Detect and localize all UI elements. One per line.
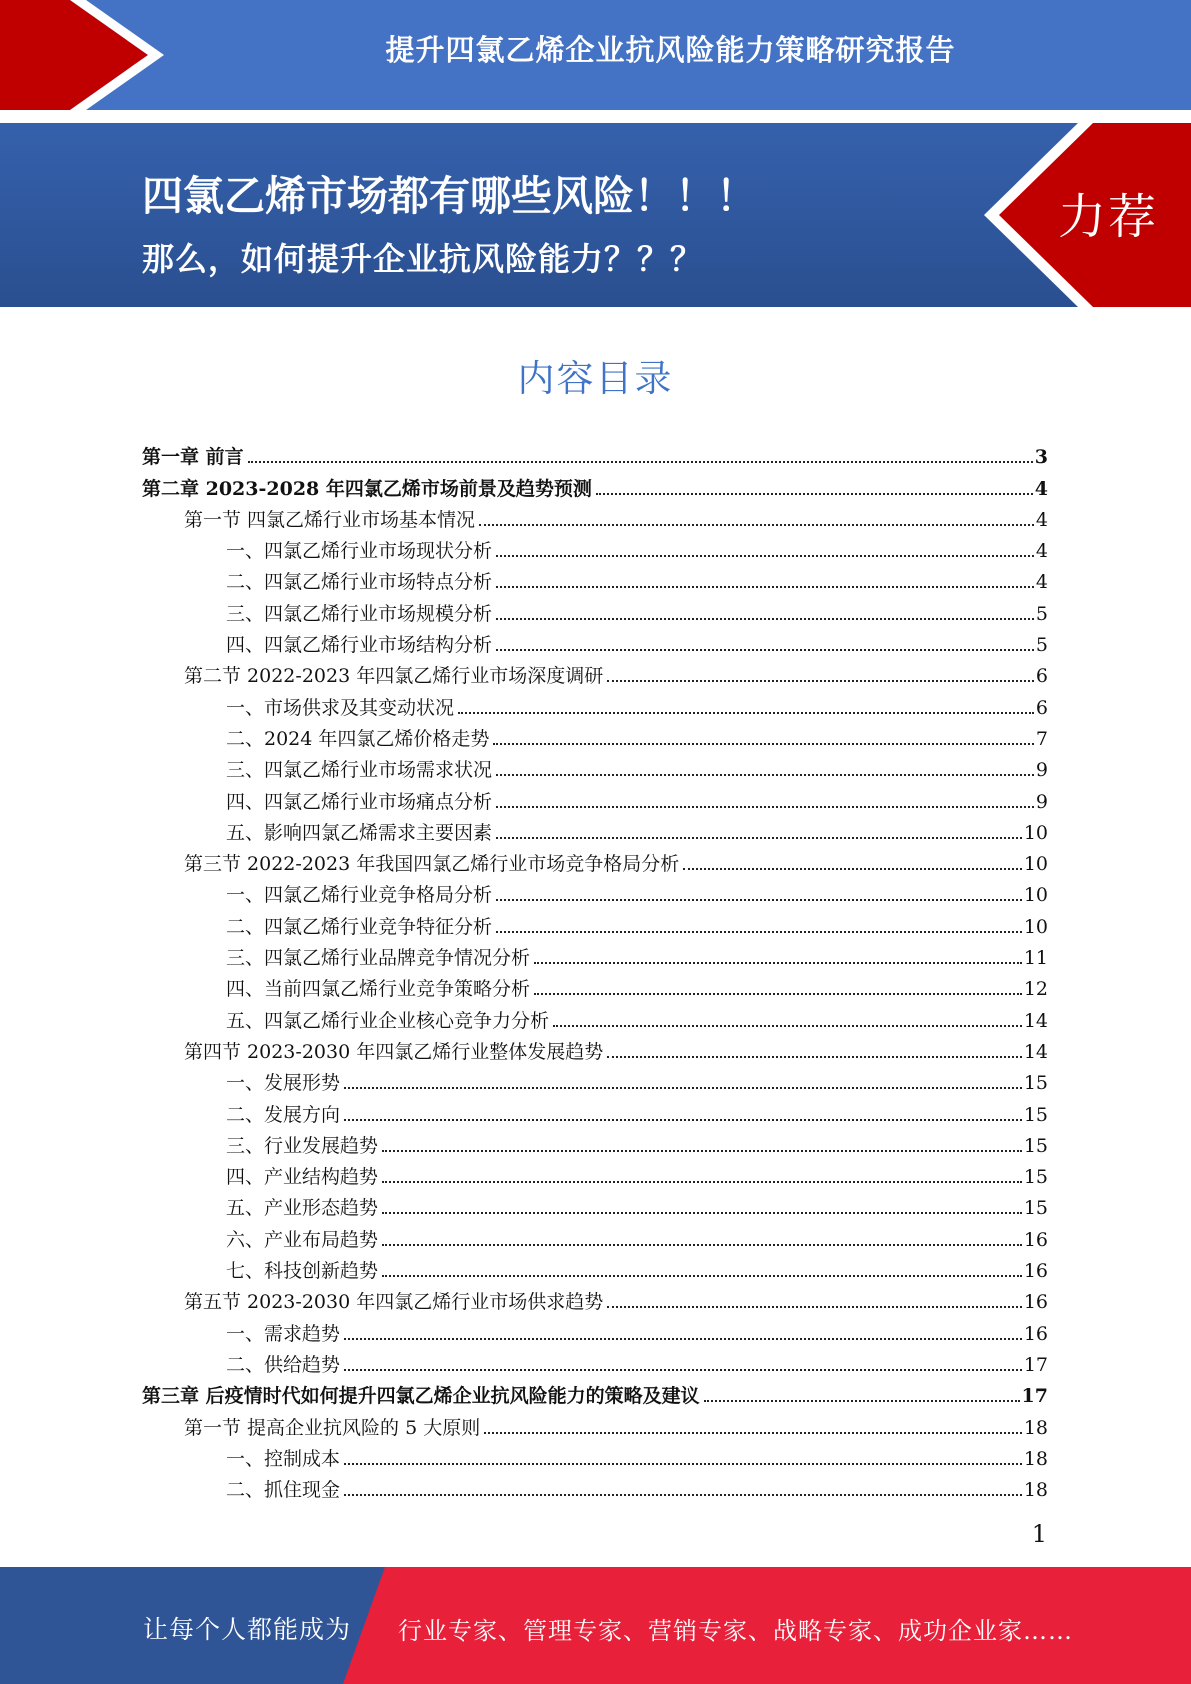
toc-entry-label: 第三章 后疫情时代如何提升四氯乙烯企业抗风险能力的策略及建议: [142, 1385, 700, 1408]
toc-dot-leader: [496, 618, 1034, 620]
toc-entry-page: 15: [1023, 1134, 1048, 1157]
toc-entry-page: 17: [1021, 1385, 1048, 1408]
toc-entry-label: 三、行业发展趋势: [226, 1134, 379, 1157]
recommend-badge: 力荐: [1058, 189, 1159, 245]
toc-title: 内容目录: [517, 357, 674, 400]
toc-dot-leader: [344, 1087, 1022, 1089]
toc-entry[interactable]: [142, 939, 1048, 970]
toc-entry[interactable]: [142, 1220, 1048, 1251]
toc-entry-label: 第五节 2023-2030 年四氯乙烯行业市场供求趋势: [184, 1291, 604, 1314]
toc-entry-label: 三、四氯乙烯行业品牌竞争情况分析: [226, 947, 531, 970]
toc-entry[interactable]: [142, 594, 1048, 625]
toc-entry[interactable]: [142, 876, 1048, 907]
toc-entry[interactable]: [142, 1189, 1048, 1220]
toc-dot-leader: [496, 774, 1034, 776]
toc-entry[interactable]: [142, 563, 1048, 594]
toc-entry[interactable]: [142, 688, 1048, 719]
toc-entry-label: 四、四氯乙烯行业市场结构分析: [226, 634, 493, 657]
toc-dot-leader: [607, 680, 1034, 682]
toc-entry-label: 七、科技创新趋势: [226, 1260, 379, 1283]
toc-dot-leader: [683, 868, 1022, 870]
toc-dot-leader: [496, 931, 1022, 933]
toc-entry-page: 9: [1035, 759, 1048, 782]
toc-entry[interactable]: [142, 970, 1048, 1001]
toc-dot-leader: [382, 1181, 1022, 1183]
toc-entry-page: 10: [1023, 915, 1048, 938]
toc-entry-label: 第三节 2022-2023 年我国四氯乙烯行业市场竞争格局分析: [184, 853, 680, 876]
toc-dot-leader: [553, 1025, 1022, 1027]
toc-entry-page: 5: [1035, 602, 1048, 625]
toc-entry-page: 12: [1023, 978, 1048, 1001]
toc-entry[interactable]: [142, 469, 1048, 500]
toc-entry-page: 4: [1035, 508, 1048, 531]
toc-entry-label: 三、四氯乙烯行业市场规模分析: [226, 602, 493, 625]
table-of-contents: [142, 438, 1048, 1502]
toc-entry[interactable]: [142, 1377, 1048, 1408]
toc-entry-label: 五、四氯乙烯行业企业核心竞争力分析: [226, 1009, 550, 1032]
toc-entry-page: 7: [1035, 727, 1048, 750]
toc-entry[interactable]: [142, 720, 1048, 751]
toc-dot-leader: [607, 1056, 1022, 1058]
toc-entry[interactable]: [142, 657, 1048, 688]
toc-dot-leader: [479, 524, 1034, 526]
toc-entry[interactable]: [142, 1471, 1048, 1502]
toc-entry-label: 一、四氯乙烯行业市场现状分析: [226, 540, 493, 563]
toc-entry-page: 16: [1023, 1260, 1048, 1283]
toc-dot-leader: [248, 461, 1033, 463]
toc-entry-label: 一、四氯乙烯行业竞争格局分析: [226, 884, 493, 907]
headline: 四氯乙烯市场都有哪些风险！！！: [142, 172, 757, 220]
toc-entry[interactable]: [142, 532, 1048, 563]
toc-entry-label: 一、控制成本: [226, 1447, 341, 1470]
toc-entry-label: 第一节 四氯乙烯行业市场基本情况: [184, 508, 476, 531]
toc-entry-label: 五、产业形态趋势: [226, 1197, 379, 1220]
toc-entry-page: 14: [1023, 1040, 1048, 1063]
toc-entry-page: 6: [1035, 665, 1048, 688]
toc-entry[interactable]: [142, 1314, 1048, 1345]
toc-entry[interactable]: [142, 1440, 1048, 1471]
toc-entry-page: 15: [1023, 1166, 1048, 1189]
toc-dot-leader: [496, 555, 1034, 557]
toc-entry-page: 9: [1035, 790, 1048, 813]
toc-entry-label: 一、需求趋势: [226, 1322, 341, 1345]
toc-entry[interactable]: [142, 1095, 1048, 1126]
toc-entry-page: 18: [1023, 1479, 1048, 1502]
footer-slogan-right: 行业专家、管理专家、营销专家、战略专家、成功企业家……: [398, 1617, 1073, 1645]
toc-entry-label: 四、产业结构趋势: [226, 1166, 379, 1189]
toc-entry-label: 第二章 2023-2028 年四氯乙烯市场前景及趋势预测: [142, 477, 592, 500]
toc-entry-label: 一、市场供求及其变动状况: [226, 696, 455, 719]
subheadline: 那么，如何提升企业抗风险能力？？？: [142, 240, 704, 278]
toc-entry-page: 15: [1023, 1197, 1048, 1220]
toc-entry-label: 二、抓住现金: [226, 1479, 341, 1502]
toc-dot-leader: [344, 1119, 1022, 1121]
toc-entry-page: 16: [1023, 1291, 1048, 1314]
toc-entry-page: 5: [1035, 634, 1048, 657]
toc-entry[interactable]: [142, 782, 1048, 813]
toc-dot-leader: [344, 1338, 1022, 1340]
toc-dot-leader: [496, 837, 1022, 839]
toc-entry[interactable]: [142, 1158, 1048, 1189]
toc-entry[interactable]: [142, 1127, 1048, 1158]
toc-entry[interactable]: [142, 626, 1048, 657]
toc-dot-leader: [382, 1212, 1022, 1214]
toc-dot-leader: [458, 712, 1034, 714]
toc-entry-label: 第一章 前言: [142, 446, 244, 469]
toc-entry-label: 六、产业布局趋势: [226, 1228, 379, 1251]
page-number: 1: [1031, 1520, 1047, 1548]
toc-dot-leader: [484, 1432, 1022, 1434]
toc-entry-label: 二、四氯乙烯行业竞争特征分析: [226, 915, 493, 938]
toc-dot-leader: [534, 962, 1022, 964]
toc-entry[interactable]: [142, 845, 1048, 876]
toc-entry-page: 18: [1023, 1416, 1048, 1439]
toc-entry[interactable]: [142, 1064, 1048, 1095]
toc-dot-leader: [496, 586, 1034, 588]
toc-entry-label: 五、影响四氯乙烯需求主要因素: [226, 821, 493, 844]
toc-entry[interactable]: [142, 501, 1048, 532]
toc-dot-leader: [496, 899, 1022, 901]
toc-entry-page: 4: [1035, 540, 1048, 563]
toc-entry-page: 16: [1023, 1228, 1048, 1251]
toc-entry-label: 三、四氯乙烯行业市场需求状况: [226, 759, 493, 782]
toc-entry-page: 17: [1023, 1353, 1048, 1376]
hero-banner: [0, 123, 1191, 307]
toc-entry-label: 四、四氯乙烯行业市场痛点分析: [226, 790, 493, 813]
toc-dot-leader: [493, 743, 1034, 745]
toc-dot-leader: [344, 1494, 1022, 1496]
toc-entry[interactable]: [142, 1033, 1048, 1064]
toc-dot-leader: [382, 1275, 1022, 1277]
toc-dot-leader: [496, 649, 1034, 651]
toc-entry-page: 10: [1023, 821, 1048, 844]
toc-entry[interactable]: [142, 1252, 1048, 1283]
toc-entry-page: 14: [1023, 1009, 1048, 1032]
toc-entry-page: 4: [1034, 477, 1048, 500]
toc-entry-page: 3: [1034, 446, 1048, 469]
toc-entry[interactable]: [142, 1283, 1048, 1314]
toc-entry[interactable]: [142, 1408, 1048, 1439]
toc-entry-label: 二、供给趋势: [226, 1353, 341, 1376]
toc-entry[interactable]: [142, 751, 1048, 782]
toc-entry[interactable]: [142, 814, 1048, 845]
toc-dot-leader: [344, 1369, 1022, 1371]
toc-entry-label: 四、当前四氯乙烯行业竞争策略分析: [226, 978, 531, 1001]
toc-dot-leader: [344, 1463, 1022, 1465]
toc-entry-label: 一、发展形势: [226, 1072, 341, 1095]
toc-entry[interactable]: [142, 1001, 1048, 1032]
toc-entry-label: 第四节 2023-2030 年四氯乙烯行业整体发展趋势: [184, 1040, 604, 1063]
toc-dot-leader: [496, 806, 1034, 808]
footer-slogan-left: 让每个人都能成为: [143, 1615, 352, 1644]
toc-entry-label: 第一节 提高企业抗风险的 5 大原则: [184, 1416, 481, 1439]
toc-entry-page: 18: [1023, 1447, 1048, 1470]
toc-entry[interactable]: [142, 438, 1048, 469]
toc-dot-leader: [534, 993, 1022, 995]
toc-entry-label: 二、发展方向: [226, 1103, 341, 1126]
toc-entry-page: 6: [1035, 696, 1048, 719]
toc-entry-page: 15: [1023, 1103, 1048, 1126]
toc-dot-leader: [704, 1400, 1020, 1402]
toc-entry-label: 第二节 2022-2023 年四氯乙烯行业市场深度调研: [184, 665, 604, 688]
toc-entry-page: 4: [1035, 571, 1048, 594]
toc-entry[interactable]: [142, 907, 1048, 938]
toc-entry-page: 16: [1023, 1322, 1048, 1345]
toc-dot-leader: [382, 1150, 1022, 1152]
toc-dot-leader: [382, 1244, 1022, 1246]
toc-entry[interactable]: [142, 1346, 1048, 1377]
toc-dot-leader: [607, 1306, 1022, 1308]
toc-entry-label: 二、四氯乙烯行业市场特点分析: [226, 571, 493, 594]
toc-entry-page: 15: [1023, 1072, 1048, 1095]
toc-dot-leader: [596, 493, 1033, 495]
top-banner: [0, 0, 1191, 110]
toc-entry-page: 10: [1023, 884, 1048, 907]
footer-banner: [0, 1567, 1191, 1684]
toc-entry-page: 10: [1023, 853, 1048, 876]
toc-entry-label: 二、2024 年四氯乙烯价格走势: [226, 727, 490, 750]
report-title: 提升四氯乙烯企业抗风险能力策略研究报告: [385, 33, 956, 67]
toc-entry-page: 11: [1023, 947, 1048, 970]
